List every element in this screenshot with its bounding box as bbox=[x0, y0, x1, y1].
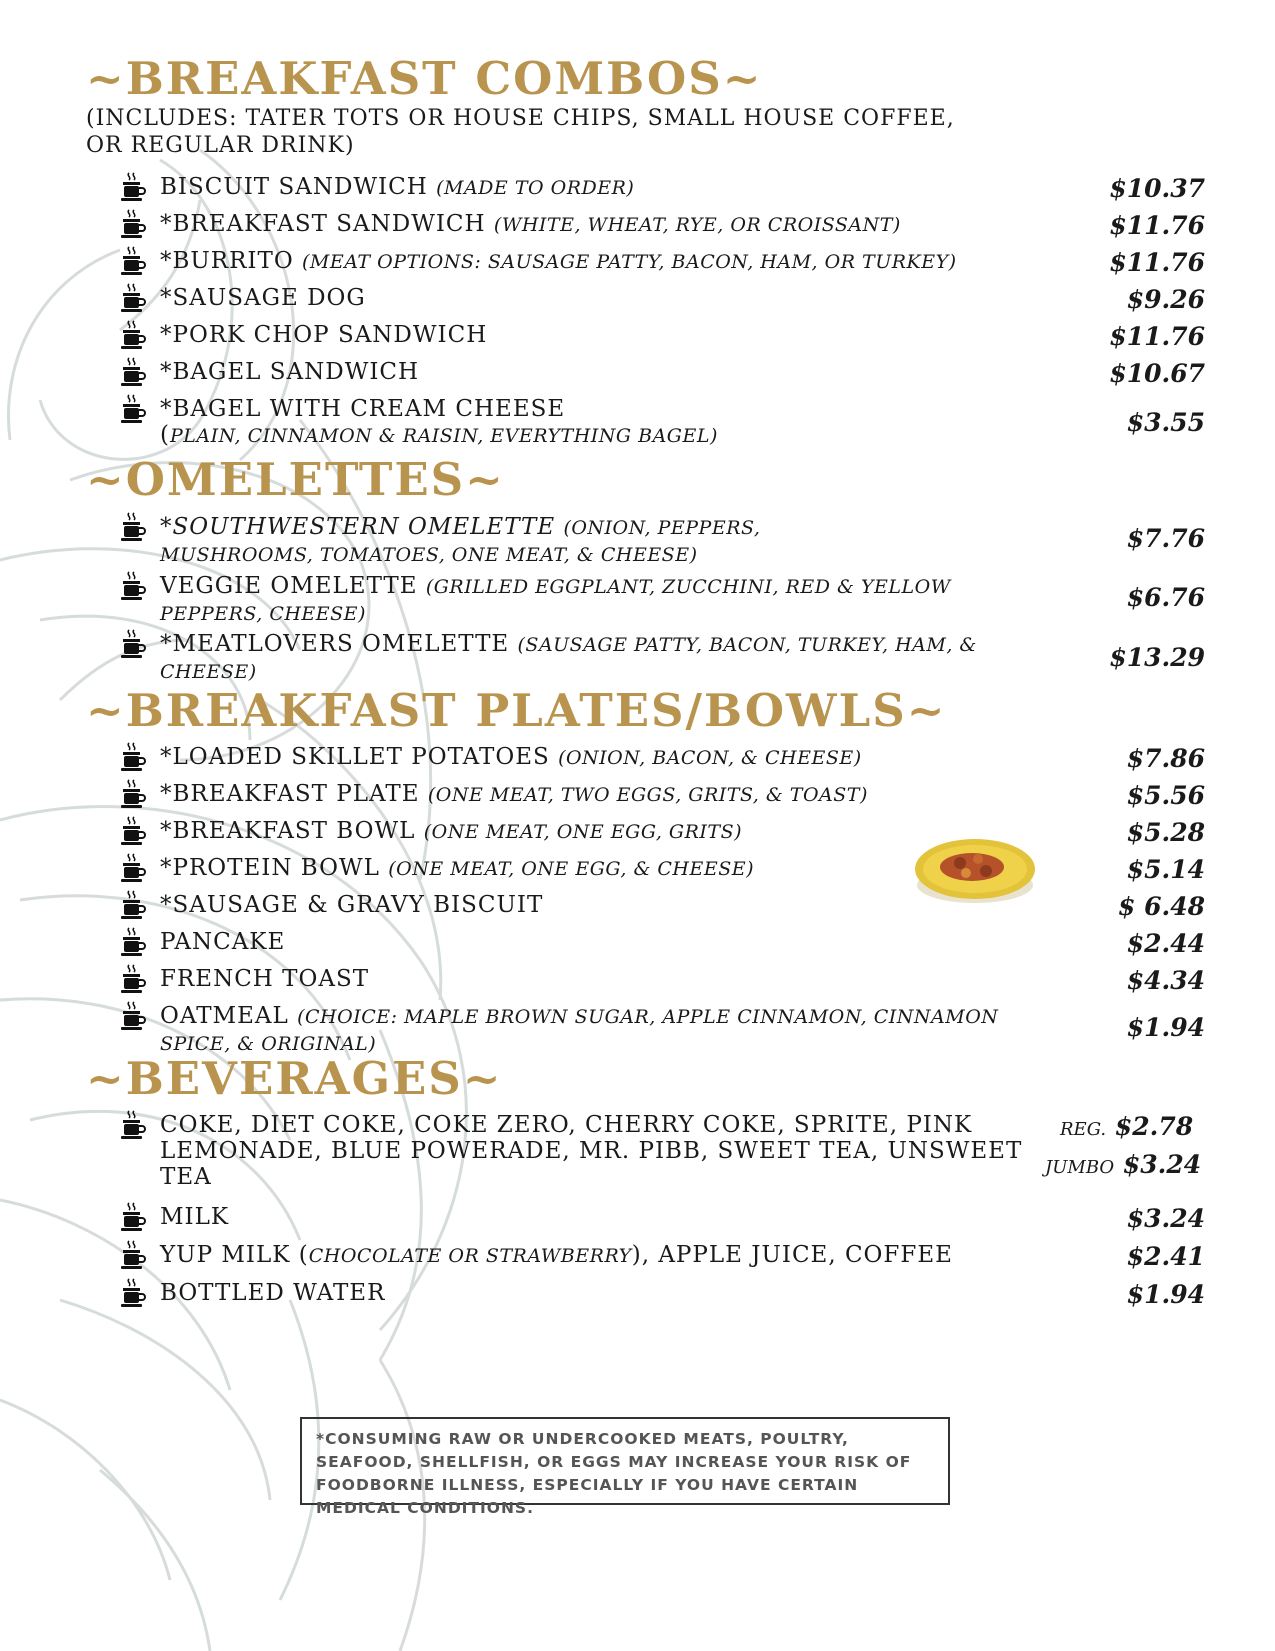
section-title-omelettes: ~OMELETTES~ bbox=[86, 453, 505, 506]
menu-item-price: $5.28 bbox=[1126, 818, 1205, 847]
menu-item-text bbox=[160, 514, 900, 568]
menu-item-name: MILK bbox=[160, 1204, 230, 1230]
menu-item-price: $5.14 bbox=[1126, 855, 1205, 884]
menu-item-price: $11.76 bbox=[1109, 211, 1205, 240]
coffee-cup-icon bbox=[120, 246, 146, 276]
menu-item-bottled-water bbox=[120, 1278, 1225, 1308]
menu-item bbox=[120, 209, 1225, 239]
menu-item-price: $10.37 bbox=[1109, 174, 1205, 203]
coffee-cup-icon bbox=[120, 890, 146, 920]
price-label-regular: REG. bbox=[1060, 1119, 1107, 1140]
menu-item-desc-paren: ( bbox=[160, 422, 170, 448]
coffee-cup-icon bbox=[120, 1278, 146, 1308]
menu-item-text bbox=[160, 966, 1045, 992]
menu-item bbox=[120, 571, 1225, 623]
menu-item-name: *BREAKFAST BOWL bbox=[160, 818, 416, 844]
menu-item-name: *PORK CHOP SANDWICH bbox=[160, 322, 488, 348]
coffee-cup-icon bbox=[120, 779, 146, 809]
menu-item-name: *SAUSAGE DOG bbox=[160, 285, 366, 311]
section-title-breakfast-combos: ~BREAKFAST COMBOS~ bbox=[86, 52, 763, 105]
menu-item bbox=[120, 816, 1225, 846]
coffee-cup-icon bbox=[120, 629, 146, 659]
menu-item bbox=[120, 629, 1225, 681]
menu-item bbox=[120, 172, 1225, 202]
menu-item-price: $3.24 bbox=[1126, 1204, 1205, 1233]
menu-item-price: $11.76 bbox=[1109, 322, 1205, 351]
coffee-cup-icon bbox=[120, 357, 146, 387]
menu-item-price: $10.67 bbox=[1109, 359, 1205, 388]
menu-item bbox=[120, 927, 1225, 957]
menu-item-price: $9.26 bbox=[1126, 285, 1205, 314]
menu-item-name: *MEATLOVERS OMELETTE bbox=[160, 631, 510, 657]
menu-item bbox=[120, 246, 1225, 276]
coffee-cup-icon bbox=[120, 512, 146, 542]
menu-item-price: $3.55 bbox=[1126, 408, 1205, 437]
menu-item-desc: PLAIN, CINNAMON & RAISIN, EVERYTHING BAGEL) bbox=[169, 425, 718, 447]
price-label-jumbo: JUMBO bbox=[1045, 1157, 1115, 1178]
menu-item-desc: (MADE TO ORDER) bbox=[436, 177, 635, 199]
coffee-cup-icon bbox=[120, 283, 146, 313]
name-part-b: ), APPLE JUICE, COFFEE bbox=[631, 1242, 953, 1268]
price-value-jumbo: $3.24 bbox=[1122, 1150, 1202, 1179]
menu-item-name: *BURRITO bbox=[160, 248, 294, 274]
menu-item-text bbox=[160, 248, 1045, 275]
coffee-cup-icon bbox=[120, 320, 146, 350]
menu-item-price: $7.76 bbox=[1126, 524, 1205, 553]
menu-item-desc: (MEAT OPTIONS: SAUSAGE PATTY, BACON, HAM, OR TURKEY) bbox=[302, 251, 957, 273]
price-value-regular: $2.78 bbox=[1114, 1112, 1194, 1141]
menu-item-name: *BREAKFAST PLATE bbox=[160, 781, 420, 807]
menu-item-desc: (ONE MEAT, ONE EGG, & CHEESE) bbox=[388, 858, 755, 880]
menu-item-price: $5.56 bbox=[1126, 781, 1205, 810]
menu-item-yup-milk bbox=[120, 1240, 1225, 1270]
coffee-cup-icon bbox=[120, 1240, 146, 1270]
food-safety-disclaimer: *CONSUMING RAW OR UNDERCOOKED MEATS, POULTRY, SEAFOOD, SHELLFISH, OR EGGS MAY INCREASE YOUR RISK OF FOODBORNE ILLNESS, ESPECIALLY IF YOU HAVE CERTAIN MEDICAL CONDITIONS. bbox=[300, 1417, 950, 1505]
menu-item-price: $1.94 bbox=[1126, 1280, 1205, 1309]
menu-item-text bbox=[160, 573, 960, 627]
menu-item-desc: (ONE MEAT, ONE EGG, GRITS) bbox=[423, 821, 743, 843]
menu-item-name: OATMEAL bbox=[160, 1003, 289, 1029]
menu-item-price: $ 6.48 bbox=[1118, 892, 1205, 921]
menu-item-text bbox=[160, 396, 1045, 449]
menu-item-name: *SOUTHWESTERN OMELETTE bbox=[160, 514, 556, 540]
menu-item-name: FRENCH TOAST bbox=[160, 966, 370, 992]
coffee-cup-icon bbox=[120, 927, 146, 957]
menu-item-text bbox=[160, 781, 1045, 808]
menu-item bbox=[120, 890, 1225, 920]
menu-item-desc: (WHITE, WHEAT, RYE, OR CROISSANT) bbox=[493, 214, 901, 236]
menu-item-desc: (SAUSAGE PATTY, BACON, TURKEY, HAM, & CHEESE) bbox=[160, 634, 977, 683]
menu-item-price: $1.94 bbox=[1126, 1013, 1205, 1042]
menu-item-text bbox=[160, 744, 1045, 771]
menu-item-name: BISCUIT SANDWICH bbox=[160, 174, 428, 200]
menu-item bbox=[120, 742, 1225, 772]
menu-item-price: $13.29 bbox=[1109, 643, 1205, 672]
breakfast-bowl-photo bbox=[912, 835, 1038, 905]
menu-item bbox=[120, 853, 1225, 883]
combos-includes-note: (INCLUDES: TATER TOTS OR HOUSE CHIPS, SMALL HOUSE COFFEE, OR REGULAR DRINK) bbox=[86, 106, 955, 158]
menu-item-name: *BREAKFAST SANDWICH bbox=[160, 211, 486, 237]
menu-item bbox=[120, 1001, 1225, 1053]
menu-item-text bbox=[160, 1003, 1010, 1057]
menu-item-desc: (CHOICE: MAPLE BROWN SUGAR, APPLE CINNAMON, CINNAMON SPICE, & ORIGINAL) bbox=[160, 1006, 999, 1055]
menu-item-text bbox=[160, 174, 1045, 201]
menu-item bbox=[120, 779, 1225, 809]
coffee-cup-icon bbox=[120, 571, 146, 601]
coffee-cup-icon bbox=[120, 172, 146, 202]
menu-item-text bbox=[160, 285, 1045, 311]
coffee-cup-icon bbox=[120, 394, 146, 424]
menu-item-desc: (ONION, PEPPERS, MUSHROOMS, TOMATOES, ONE MEAT, & CHEESE) bbox=[160, 517, 761, 566]
menu-item bbox=[120, 320, 1225, 350]
menu-item-desc: CHOCOLATE OR STRAWBERRY bbox=[308, 1245, 632, 1267]
section-title-breakfast-plates-bowls: ~BREAKFAST PLATES/BOWLS~ bbox=[86, 684, 947, 737]
menu-item bbox=[120, 357, 1225, 387]
coffee-cup-icon bbox=[120, 742, 146, 772]
menu-item-name bbox=[160, 1242, 1045, 1269]
menu-item-name: BOTTLED WATER bbox=[160, 1280, 386, 1306]
menu-item-name: VEGGIE OMELETTE bbox=[160, 573, 418, 599]
coffee-cup-icon bbox=[120, 1001, 146, 1031]
menu-item-price: $2.41 bbox=[1126, 1242, 1205, 1271]
menu-item-desc: (ONE MEAT, TWO EGGS, GRITS, & TOAST) bbox=[427, 784, 868, 806]
menu-item-desc: (ONION, BACON, & CHEESE) bbox=[558, 747, 862, 769]
menu-item-name: *BAGEL SANDWICH bbox=[160, 359, 420, 385]
name-part-a: YUP MILK ( bbox=[160, 1242, 309, 1268]
menu-item-text bbox=[160, 929, 1045, 955]
menu-item-price: $11.76 bbox=[1109, 248, 1205, 277]
menu-item bbox=[120, 394, 1225, 446]
coffee-cup-icon bbox=[120, 209, 146, 239]
menu-item-text bbox=[160, 322, 1045, 348]
menu-item-name: *SAUSAGE & GRAVY BISCUIT bbox=[160, 892, 544, 918]
menu-item bbox=[120, 512, 1225, 564]
coffee-cup-icon bbox=[120, 816, 146, 846]
coffee-cup-icon bbox=[120, 964, 146, 994]
menu-item bbox=[120, 283, 1225, 313]
coffee-cup-icon bbox=[120, 853, 146, 883]
menu-item-milk bbox=[120, 1202, 1225, 1232]
menu-item-text bbox=[160, 211, 1045, 238]
menu-item-name: *PROTEIN BOWL bbox=[160, 855, 380, 881]
price-regular bbox=[1060, 1112, 1193, 1141]
menu-item-price: $6.76 bbox=[1126, 583, 1205, 612]
menu-item-desc: (GRILLED EGGPLANT, ZUCCHINI, RED & YELLOW PEPPERS, CHEESE) bbox=[160, 576, 951, 625]
menu-item-text bbox=[160, 359, 1045, 385]
menu-item-price: $2.44 bbox=[1126, 929, 1205, 958]
section-title-beverages: ~BEVERAGES~ bbox=[86, 1052, 503, 1105]
menu-item-name: *BAGEL WITH CREAM CHEESE bbox=[160, 396, 566, 422]
menu-item-name: COKE, DIET COKE, COKE ZERO, CHERRY COKE, SPRITE, PINK LEMONADE, BLUE POWERADE, MR. PIBB, SWEET TEA, UNSWEET TEA bbox=[160, 1112, 1023, 1190]
menu-item-price: $7.86 bbox=[1126, 744, 1205, 773]
menu-item-text bbox=[160, 631, 1000, 685]
coffee-cup-icon bbox=[120, 1110, 146, 1140]
coffee-cup-icon bbox=[120, 1202, 146, 1232]
menu-item-name: *LOADED SKILLET POTATOES bbox=[160, 744, 550, 770]
price-jumbo bbox=[1045, 1150, 1201, 1179]
menu-item-price: $4.34 bbox=[1126, 966, 1205, 995]
menu-item-name: PANCAKE bbox=[160, 929, 286, 955]
menu-item bbox=[120, 964, 1225, 994]
